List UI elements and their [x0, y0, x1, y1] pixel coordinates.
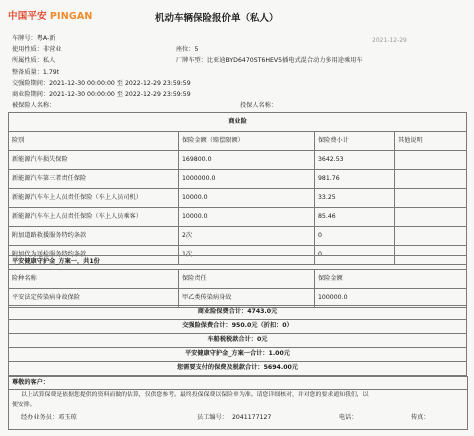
- health-plan-total: 平安健康守护金_方案一合计：1.00元: [9, 348, 467, 362]
- header-product-name: 险种名称: [9, 270, 179, 289]
- table-row: [9, 227, 467, 246]
- insured-amount: 1次: [179, 246, 315, 265]
- fax-label: 传真：: [411, 414, 430, 421]
- insured-amount: 2次: [179, 227, 315, 246]
- premium: 3642.53: [315, 151, 395, 170]
- use-nature: 使用性质：非营业: [12, 46, 62, 53]
- sum-insured: 100000.0: [315, 289, 467, 308]
- logo-english: PINGAN: [49, 11, 93, 22]
- applicant-name: 投保人名称：: [240, 102, 278, 109]
- premium: 85.46: [315, 208, 395, 227]
- header-liability: 保险责任: [179, 270, 315, 289]
- footer-notice: [8, 376, 468, 430]
- compulsory-total: 交强险保费合计：950.0元（折扣：0）: [9, 320, 467, 334]
- notes: [395, 227, 467, 246]
- commercial-period: 商业险期间：2021-12-30 00:00:00 至 2022-12-29 23:59:59: [12, 91, 191, 98]
- owner-nature: 所属性质：私人: [12, 57, 56, 64]
- notes: [395, 208, 467, 227]
- pingan-logo: [8, 12, 93, 22]
- insured-amount: 169800.0: [179, 151, 315, 170]
- notes: [395, 151, 467, 170]
- notice-line-2: 便安排。: [12, 402, 36, 408]
- premium: 33.25: [315, 189, 395, 208]
- header-notes: 其他说明: [395, 132, 467, 151]
- coverage-name: 附加代为送检服务特约条款: [9, 246, 179, 265]
- coverage-name: 新能源汽车车上人员责任保险（车上人员乘客）: [9, 208, 179, 227]
- health-section-title: 平安健康守护金_方案一，共1份: [9, 256, 467, 270]
- commercial-table: [8, 112, 467, 265]
- document-title: 机动车辆保险报价单（私人）: [155, 13, 279, 24]
- staff-label: 员工编号：: [197, 414, 228, 421]
- insured-amount: 1000000.0: [179, 170, 315, 189]
- seat-count: 座位：5: [176, 46, 199, 53]
- header-coverage: 险别: [9, 132, 179, 151]
- plate-number: 车牌号：粤A-新: [12, 35, 56, 42]
- liability: 甲乙类传染病身故: [179, 289, 315, 308]
- insured-amount: 10000.0: [179, 208, 315, 227]
- header-premium: 保险费小计: [315, 132, 395, 151]
- curb-weight: 整备质量：1.79t: [12, 69, 60, 76]
- header-insured-amount: 保险金额（赔偿限额）: [179, 132, 315, 151]
- agent-name: 经办业务员：邓玉琼: [21, 414, 77, 421]
- coverage-name: 附加道路救援服务特约条款: [9, 227, 179, 246]
- totals-table: [8, 305, 467, 376]
- premium: 0: [315, 246, 395, 265]
- logo-chinese: 中国平安: [8, 11, 47, 22]
- issue-date: 2021-12-29: [372, 37, 407, 44]
- customer-greeting: 尊敬的客户：: [12, 379, 50, 386]
- vehicle-tax-total: 车船税税款合计：0元: [9, 334, 467, 348]
- table-row: [9, 151, 467, 170]
- coverage-name: 新能源汽车损失保险: [9, 151, 179, 170]
- notice-line-1: 以上试算保费是依据您提供的资料而做的估算，仅供您参考。最终投保保费以保险单为准。请您详细核对，并对您的要求通知我们，以: [21, 392, 369, 398]
- coverage-name: 新能源汽车第三者责任保险: [9, 170, 179, 189]
- staff-number: 2041177127: [232, 414, 272, 421]
- table-row: [9, 208, 467, 227]
- insured-name: 被保险人名称：: [12, 102, 56, 109]
- commercial-total: 商业险保费合计：4743.0元: [9, 306, 467, 320]
- premium: 981.76: [315, 170, 395, 189]
- health-table: [8, 255, 467, 308]
- phone-label: 电话：: [339, 414, 358, 421]
- table-row: [9, 189, 467, 208]
- vehicle-model: 厂牌车型：比亚迪BYD6470ST6HEV5插电式混合动力多用途乘用车: [176, 57, 363, 64]
- insured-amount: 10000.0: [179, 189, 315, 208]
- compulsory-period: 交强险期间：2021-12-30 00:00:00 至 2022-12-29 23:59:59: [12, 80, 191, 87]
- coverage-name: 新能源汽车车上人员责任保险（车上人员司机）: [9, 189, 179, 208]
- product-name: 平安法定传染病身故保险: [9, 289, 179, 308]
- notes: [395, 170, 467, 189]
- table-row: [9, 170, 467, 189]
- premium: 0: [315, 227, 395, 246]
- notes: [395, 189, 467, 208]
- grand-total: 您需要支付的保费及税款合计：5694.00元: [9, 362, 467, 376]
- commercial-section-title: 商业险: [9, 113, 467, 132]
- header-sum-insured: 保险金额: [315, 270, 467, 289]
